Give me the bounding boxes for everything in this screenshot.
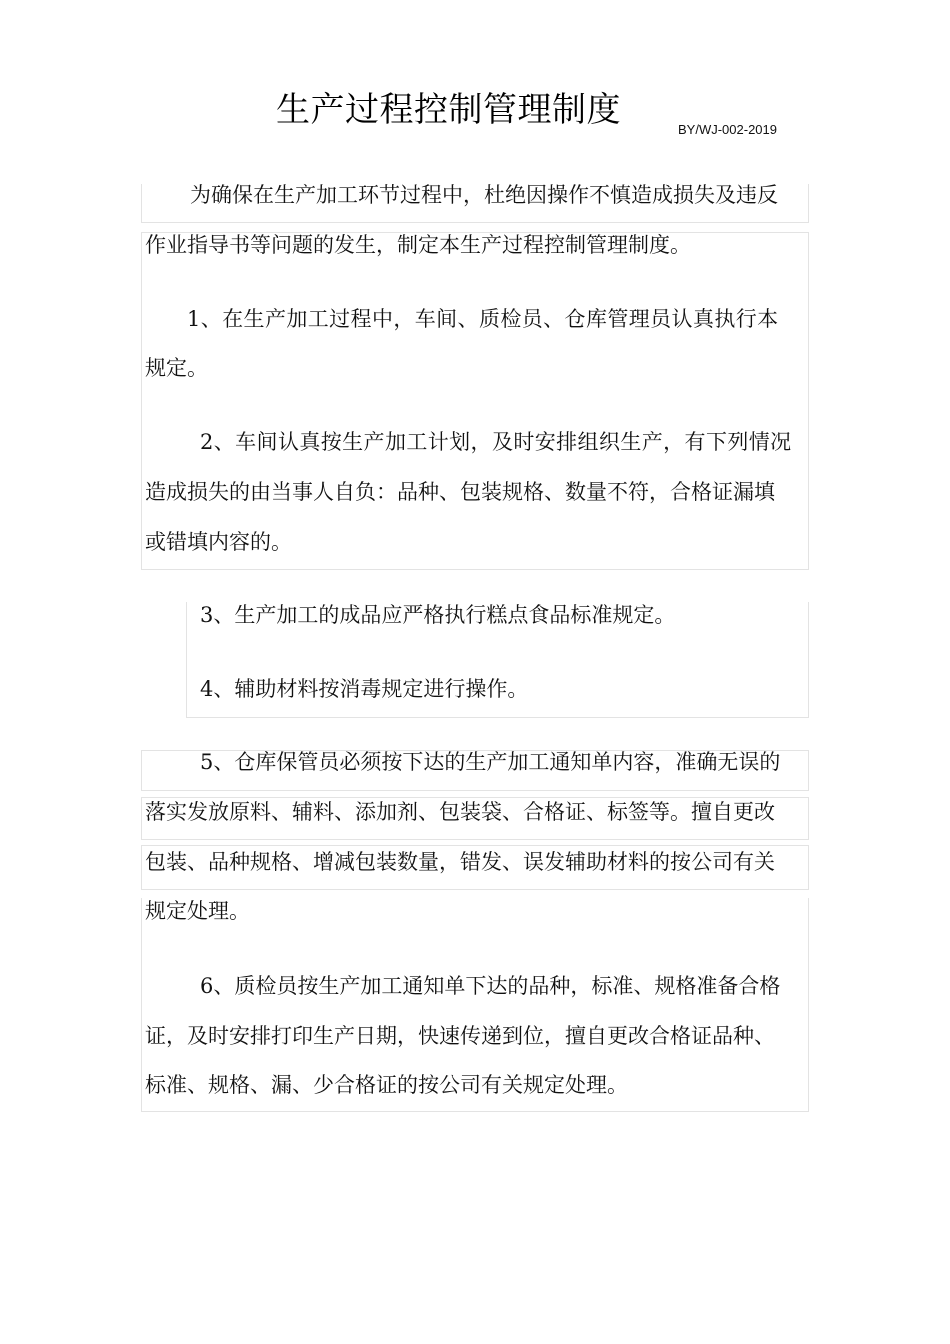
item-5-line-2: 落实发放原料、辅料、添加剂、包装袋、合格证、标签等。擅自更改 bbox=[145, 800, 775, 824]
item-5-line-3: 包装、品种规格、增减包装数量，错发、误发辅助材料的按公司有关 bbox=[145, 850, 775, 874]
item-1-line-1: 1、在生产加工过程中，车间、质检员、仓库管理员认真执行本 bbox=[187, 307, 779, 331]
item-4-line-1: 4、辅助材料按消毒规定进行操作。 bbox=[200, 677, 529, 701]
item-3-line-1: 3、生产加工的成品应严格执行糕点食品标准规定。 bbox=[200, 603, 676, 627]
frame-intro-bottom-p1-p2 bbox=[141, 232, 809, 570]
item-2-line-3: 或错填内容的。 bbox=[145, 530, 292, 554]
item-6-line-2: 证，及时安排打印生产日期，快速传递到位，擅自更改合格证品种、 bbox=[145, 1024, 775, 1048]
item-1-line-2: 规定。 bbox=[145, 356, 208, 380]
item-5-line-1: 5、仓库保管员必须按下达的生产加工通知单内容，准确无误的 bbox=[200, 750, 781, 774]
item-2-line-1: 2、车间认真按生产加工计划，及时安排组织生产，有下列情况 bbox=[200, 430, 792, 454]
document-title: 生产过程控制管理制度 bbox=[276, 90, 621, 130]
item-5-line-4: 规定处理。 bbox=[145, 899, 250, 923]
intro-line-2: 作业指导书等问题的发生，制定本生产过程控制管理制度。 bbox=[145, 233, 691, 257]
document-code: BY/WJ-002-2019 bbox=[678, 122, 777, 137]
item-6-line-1: 6、质检员按生产加工通知单下达的品种，标准、规格准备合格 bbox=[200, 974, 781, 998]
intro-line-1: 为确保在生产加工环节过程中，杜绝因操作不慎造成损失及违反 bbox=[190, 183, 778, 207]
item-2-line-2: 造成损失的由当事人自负：品种、包装规格、数量不符，合格证漏填 bbox=[145, 480, 775, 504]
item-6-line-3: 标准、规格、漏、少合格证的按公司有关规定处理。 bbox=[145, 1073, 628, 1097]
